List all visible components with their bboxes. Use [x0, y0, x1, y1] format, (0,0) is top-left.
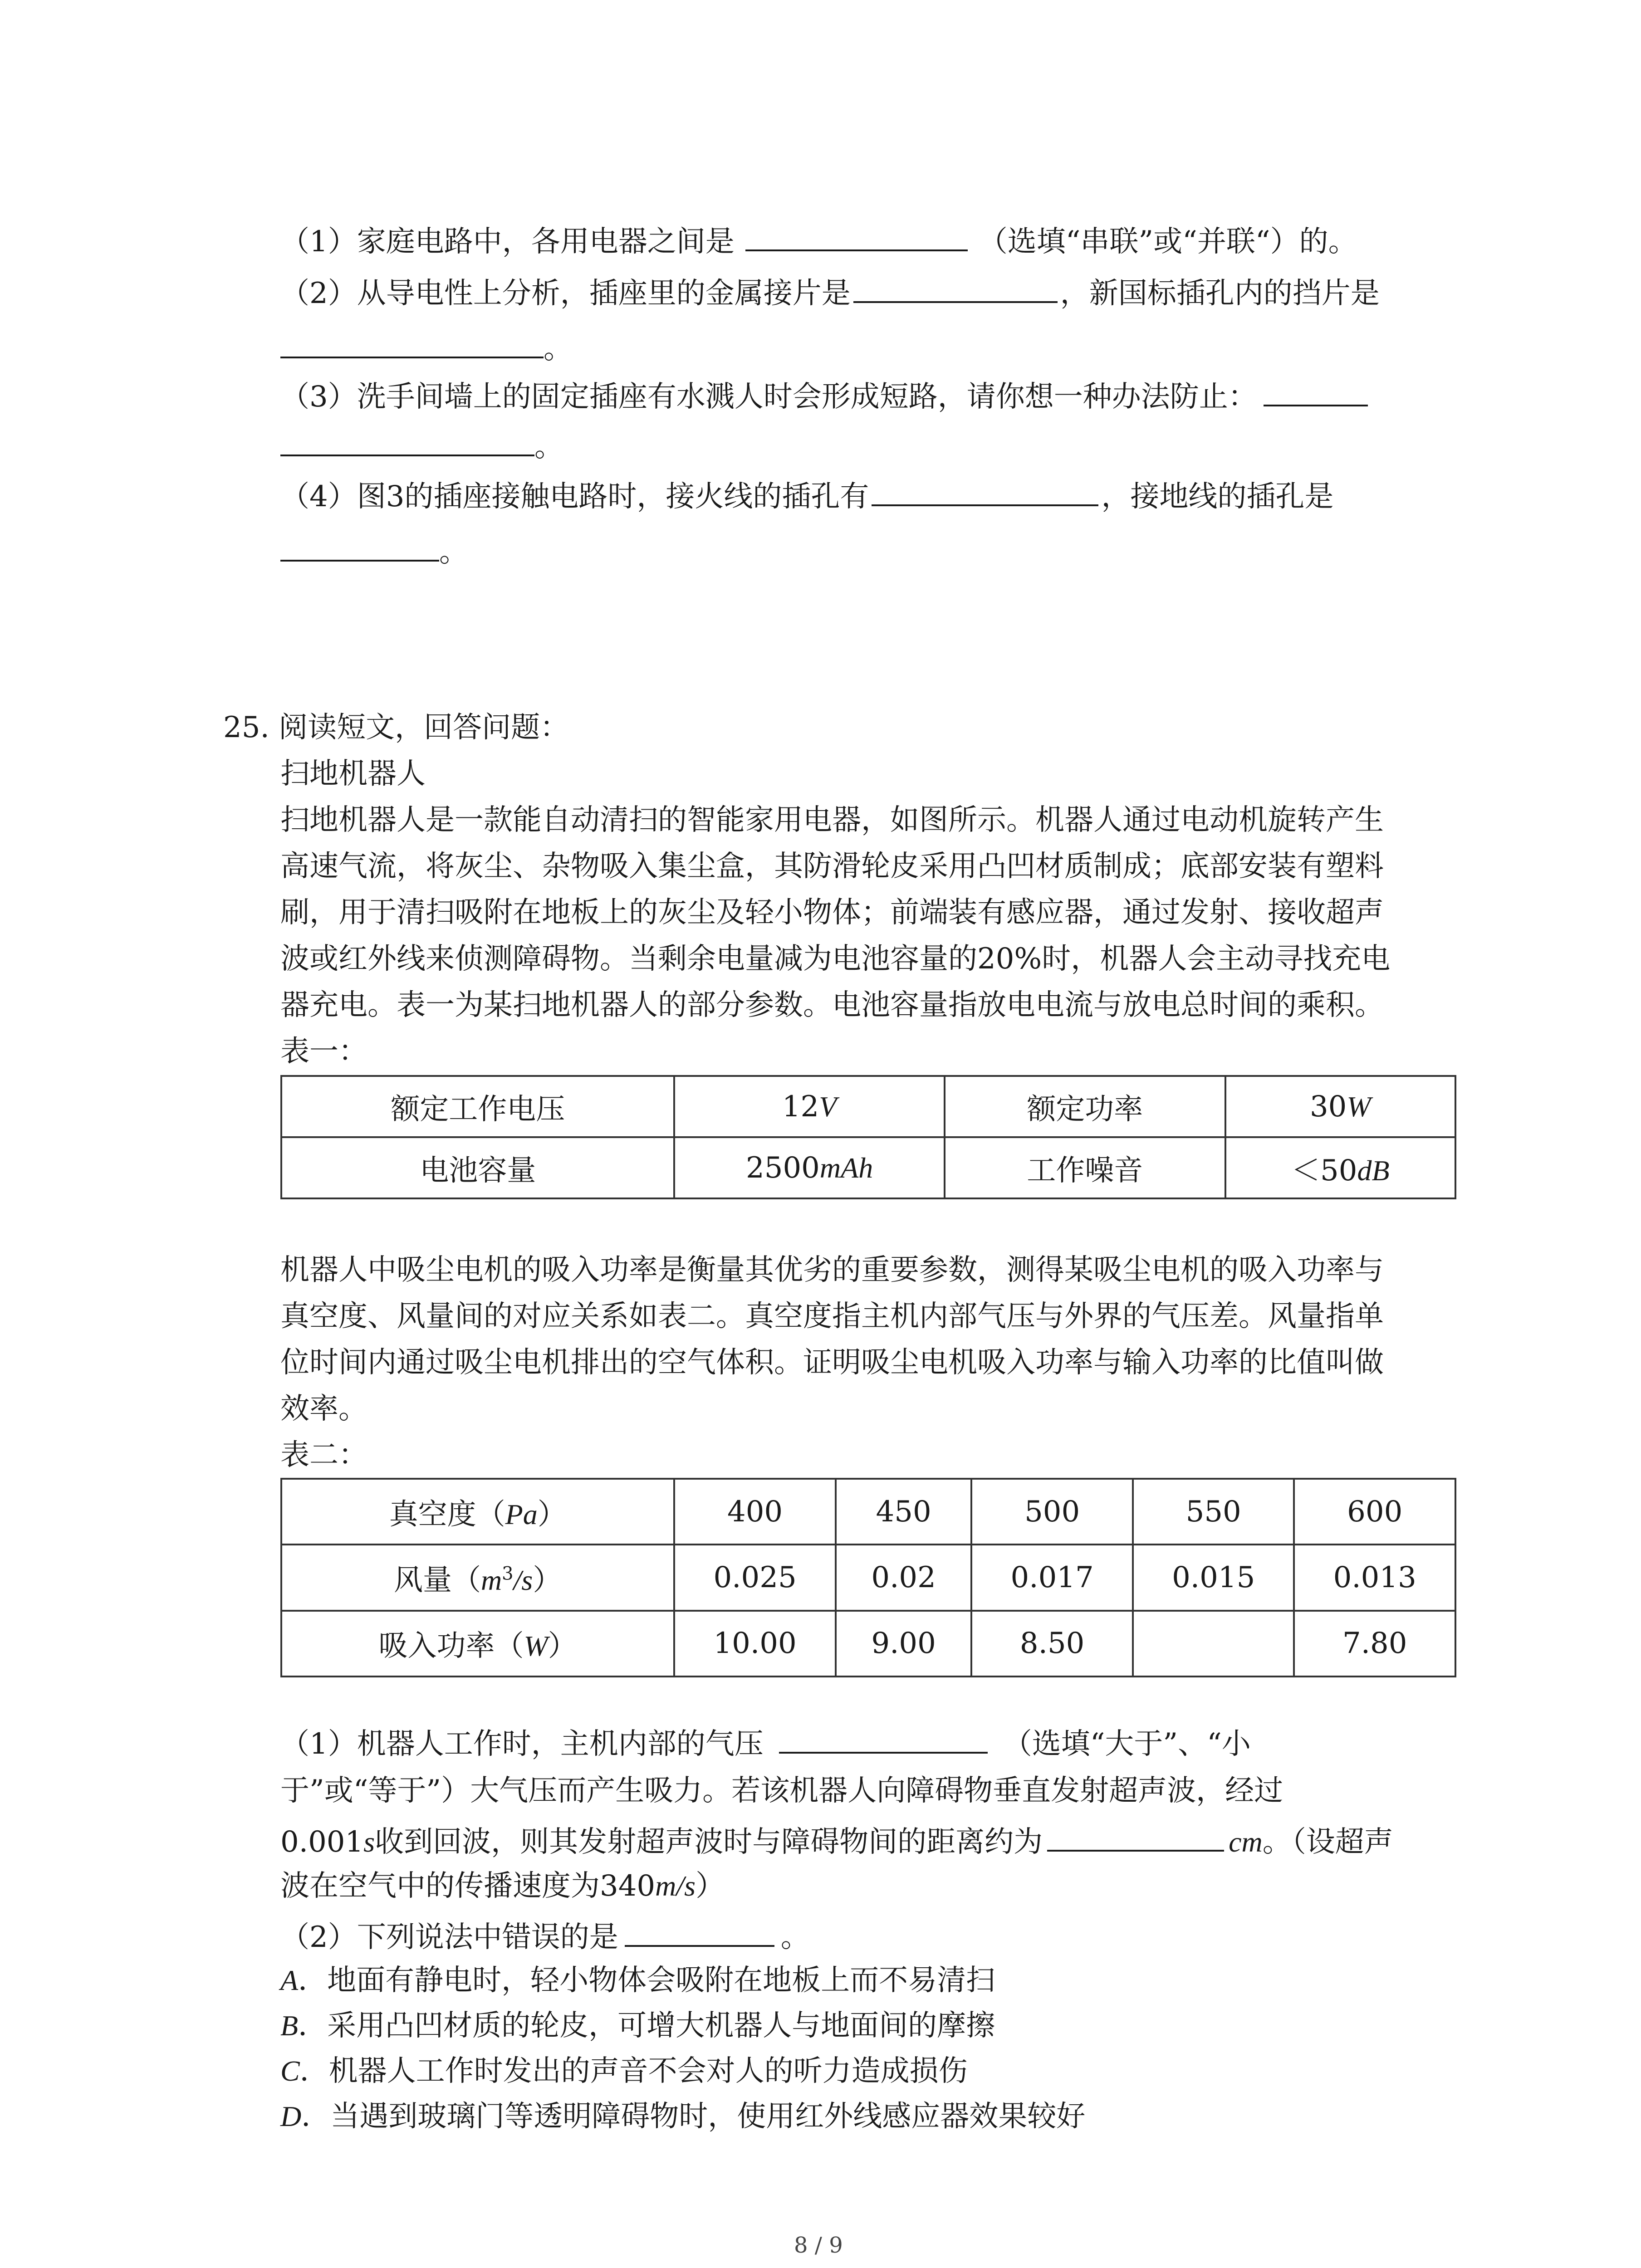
table-cell: ＜50dB	[1225, 1137, 1455, 1198]
q25-heading: 25. 阅读短文，回答问题：	[223, 711, 569, 744]
table-cell-empty[interactable]	[1133, 1611, 1294, 1677]
table-cell: 9.00	[836, 1611, 972, 1677]
q25-part1-cont2: 0.001s收到回波，则其发射超声波时与障碍物间的距离约为 cm。（设超声	[280, 1822, 1393, 1860]
answer-blank[interactable]	[1264, 376, 1368, 406]
answer-blank[interactable]	[745, 221, 968, 251]
option-b[interactable]: B．采用凸凹材质的轮皮，可增大机器人与地面间的摩擦	[280, 2009, 995, 2043]
table-cell: 0.017	[971, 1545, 1133, 1610]
table-cell: 450	[836, 1479, 972, 1545]
table-cell: 600	[1294, 1479, 1455, 1545]
table-cell: 2500mAh	[674, 1137, 944, 1198]
paragraph-line: 器充电。表一为某扫地机器人的部分参数。电池容量指放电电流与放电总时间的乘积。	[280, 988, 1384, 1022]
option-d[interactable]: D．当遇到玻璃门等透明障碍物时，使用红外线感应器效果较好	[280, 2100, 1086, 2133]
answer-blank[interactable]	[853, 273, 1058, 303]
table-cell: 12V	[674, 1076, 944, 1137]
q24-part4-cont: 。	[280, 532, 468, 570]
table-2	[280, 1478, 1456, 1677]
answer-blank[interactable]	[280, 426, 534, 456]
table-cell: 额定功率	[945, 1076, 1225, 1137]
table-cell: 7.80	[1294, 1611, 1455, 1677]
answer-blank[interactable]	[1047, 1822, 1224, 1852]
paragraph-line: 高速气流，将灰尘、杂物吸入集尘盒，其防滑轮皮采用凸凹材质制成；底部安装有塑料	[280, 850, 1384, 883]
table2-label: 表二：	[280, 1438, 367, 1472]
q25-part1-cont3: 波在空气中的传播速度为340m/s）	[280, 1869, 725, 1903]
paragraph-line: 扫地机器人是一款能自动清扫的智能家用电器，如图所示。机器人通过电动机旋转产生	[280, 803, 1384, 837]
paragraph-line: 刷，用于清扫吸附在地板上的灰尘及轻小物体；前端装有感应器，通过发射、接收超声	[280, 896, 1384, 929]
table-row	[281, 1479, 1455, 1545]
q24-part4: （4）图3的插座接触电路时，接火线的插孔有 ，接地线的插孔是	[280, 476, 1333, 515]
article-title: 扫地机器人	[280, 757, 426, 791]
paragraph-line: 波或红外线来侦测障碍物。当剩余电量减为电池容量的20%时，机器人会主动寻找充电	[280, 942, 1391, 976]
table-cell: 8.50	[971, 1611, 1133, 1677]
table-cell: 30W	[1225, 1076, 1455, 1137]
page-number: 8 / 9	[794, 2233, 843, 2258]
table1-label: 表一：	[280, 1035, 367, 1068]
answer-blank[interactable]	[779, 1724, 988, 1754]
q24-part3-cont: 。	[280, 426, 563, 465]
table-cell: 额定工作电压	[281, 1076, 674, 1137]
table-cell: 0.02	[836, 1545, 972, 1610]
table-row	[281, 1545, 1455, 1610]
option-a[interactable]: A．地面有静电时，轻小物体会吸附在地板上而不易清扫	[280, 1964, 995, 1997]
paragraph-line: 真空度、风量间的对应关系如表二。真空度指主机内部气压与外界的气压差。风量指单	[280, 1300, 1384, 1333]
table-header-cell: 吸入功率（W）	[281, 1611, 674, 1677]
q25-part2: （2）下列说法中错误的是 。	[280, 1917, 810, 1955]
paragraph-line: 位时间内通过吸尘电机排出的空气体积。证明吸尘电机吸入功率与输入功率的比值叫做	[280, 1346, 1384, 1379]
table-cell: 500	[971, 1479, 1133, 1545]
q24-part2: （2）从导电性上分析，插座里的金属接片是 ，新国标插孔内的挡片是	[280, 273, 1380, 312]
q25-part1: （1）机器人工作时，主机内部的气压 （选填“大于”、“小	[280, 1724, 1251, 1762]
table-cell: 工作噪音	[945, 1137, 1225, 1198]
q25-part1-cont: 于”或“等于”）大气压而产生吸力。若该机器人向障碍物垂直发射超声波，经过	[280, 1774, 1283, 1808]
table-1	[280, 1075, 1456, 1199]
table-cell: 400	[674, 1479, 836, 1545]
table-row	[281, 1076, 1455, 1137]
answer-blank[interactable]	[625, 1917, 774, 1947]
table-cell: 550	[1133, 1479, 1294, 1545]
table-cell: 电池容量	[281, 1137, 674, 1198]
table-cell: 10.00	[674, 1611, 836, 1677]
table-cell: 0.013	[1294, 1545, 1455, 1610]
table-header-cell: 真空度（Pa）	[281, 1479, 674, 1545]
table-row	[281, 1611, 1455, 1677]
table-cell: 0.025	[674, 1545, 836, 1610]
q24-part1: （1）家庭电路中，各用电器之间是 （选填“串联”或“并联“）的。	[280, 221, 1357, 260]
table-row	[281, 1137, 1455, 1198]
q24-part3: （3）洗手间墙上的固定插座有水溅人时会形成短路，请你想一种办法防止：	[280, 376, 1368, 415]
answer-blank[interactable]	[872, 476, 1098, 506]
option-c[interactable]: C．机器人工作时发出的声音不会对人的听力造成损伤	[280, 2054, 968, 2088]
answer-blank[interactable]	[280, 532, 439, 562]
q24-part2-cont: 。	[280, 328, 573, 367]
table-cell: 0.015	[1133, 1545, 1294, 1610]
table-header-cell: 风量$(m^3/s)$	[281, 1545, 674, 1610]
answer-blank[interactable]	[280, 328, 544, 358]
paragraph-line: 机器人中吸尘电机的吸入功率是衡量其优劣的重要参数，测得某吸尘电机的吸入功率与	[280, 1253, 1384, 1287]
paragraph-line: 效率。	[280, 1392, 367, 1426]
